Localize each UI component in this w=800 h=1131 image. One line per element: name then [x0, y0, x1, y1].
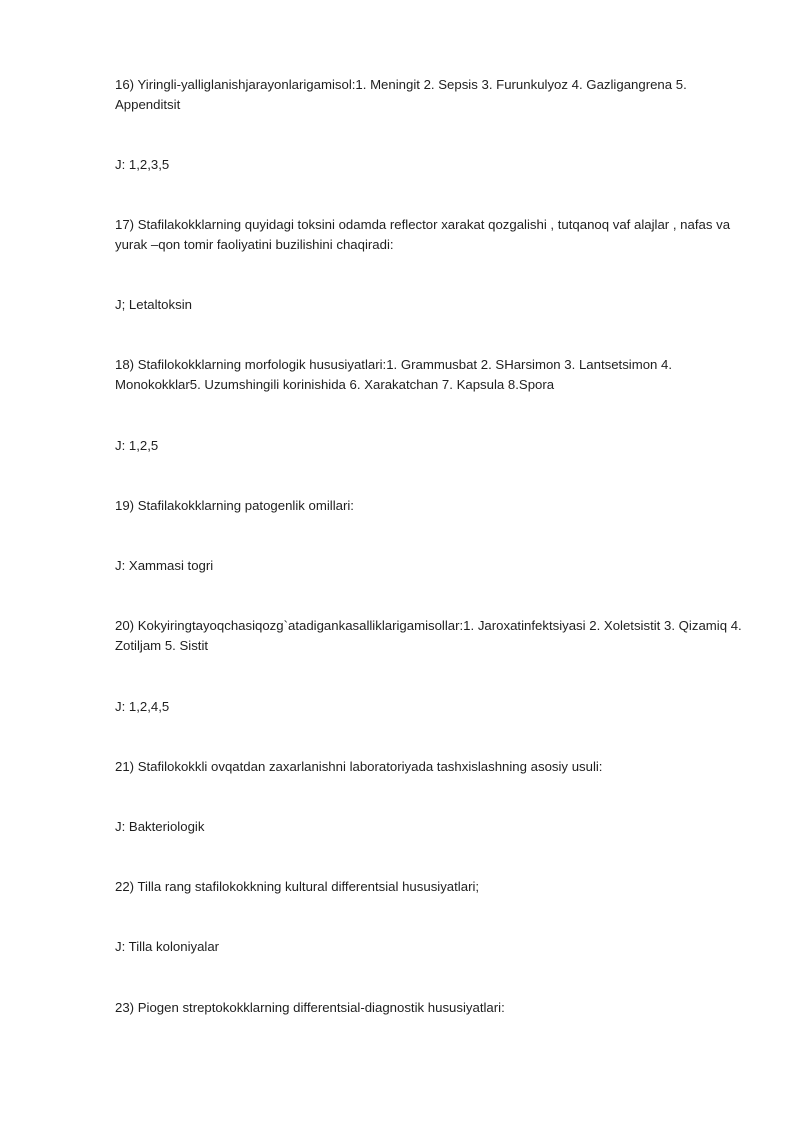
question-16: 16) Yiringli-yalliglanishjarayonlarigamisol:1. Meningit 2. Sepsis 3. Furunkulyoz 4. Gazligangrena 5. Appenditsit	[115, 77, 687, 112]
question-23: 23) Piogen streptokokklarning differentsial-diagnostik hususiyatlari:	[115, 1000, 505, 1015]
answer-17: J; Letaltoksin	[115, 297, 192, 312]
question-17: 17) Stafilakokklarning quyidagi toksini odamda reflector xarakat qozgalishi , tutqanoq vaf alajlar , nafas va yurak –qon tomir faoliyatini buzilishini chaqiradi:	[115, 217, 731, 252]
question-22: 22) Tilla rang stafilokokkning kultural differentsial hususiyatlari;	[115, 879, 480, 894]
answer-20: J: 1,2,4,5	[115, 699, 170, 714]
answer-19: J: Xammasi togri	[115, 558, 214, 573]
question-19: 19) Stafilakokklarning patogenlik omillari:	[115, 498, 354, 513]
answer-21: J: Bakteriologik	[115, 819, 205, 834]
answer-16: J: 1,2,3,5	[115, 157, 170, 172]
question-21: 21) Stafilokokkli ovqatdan zaxarlanishni laboratoriyada tashxislashning asosiy usuli:	[115, 759, 603, 774]
question-18: 18) Stafilokokklarning morfologik hususiyatlari:1. Grammusbat 2. SHarsimon 3. Lantsetsimon 4. Monokokklar5. Uzumshingili korinishida 6. Xarakatchan 7. Kapsula 8.Spora	[115, 357, 673, 392]
answer-18: J: 1,2,5	[115, 438, 159, 453]
answer-22: J: Tilla koloniyalar	[115, 939, 220, 954]
question-20: 20) Kokyiringtayoqchasiqozg`atadigankasalliklarigamisollar:1. Jaroxatinfektsiyasi 2. Xoletsistit 3. Qizamiq 4. Zotiljam 5. Sistit	[115, 618, 742, 653]
